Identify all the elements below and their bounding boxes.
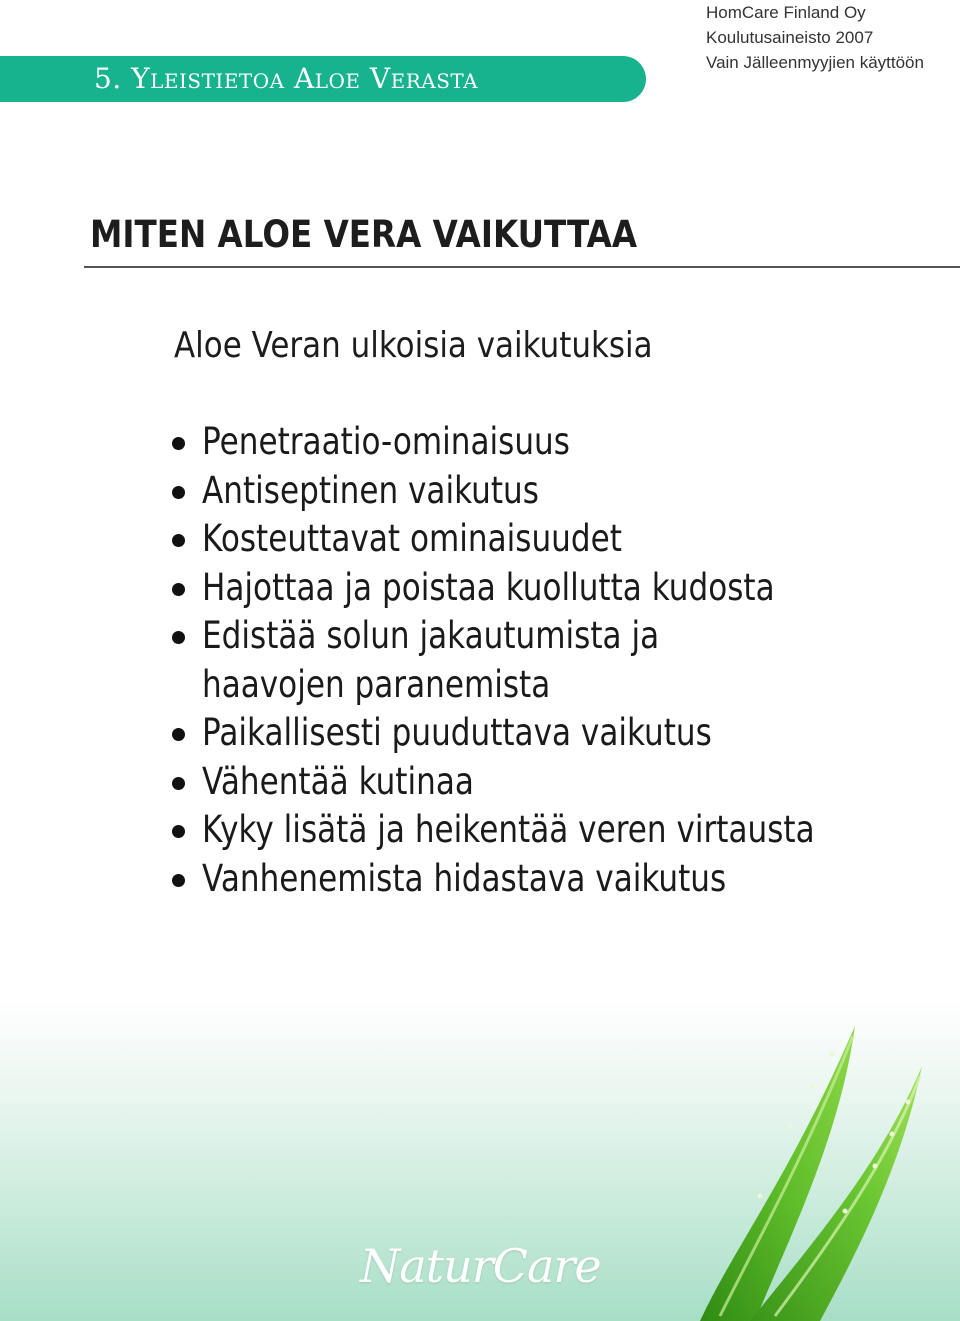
brand-logo: NaturCare [360,1239,601,1293]
aloe-leaf-icon [640,1016,960,1321]
bullet-dot-icon [172,777,185,790]
usage-note: Vain Jälleenmyyjien käyttöön [706,53,924,72]
document-name: Koulutusaineisto 2007 [706,28,874,47]
list-item-text: Vähentää kutinaa [202,759,474,803]
list-item [168,467,931,516]
bullet-dot-icon [172,437,185,450]
section-title: 5. Yleistietoa Aloe Verasta [94,62,479,95]
list-item [168,806,931,855]
section-subheading: Aloe Veran ulkoisia vaikutuksia [174,325,653,366]
bullet-dot-icon [172,534,185,547]
list-item-text: Penetraatio-ominaisuus [202,420,570,463]
effects-list [168,418,931,903]
list-item [168,515,931,564]
list-item [168,612,931,661]
list-item-text: Vanhenemista hidastava vaikutus [202,856,727,900]
list-item-text: Kosteuttavat ominaisuudet [202,517,622,560]
list-item [168,758,931,807]
list-item-text: Paikallisesti puuduttava vaikutus [202,711,712,754]
company-info [706,0,924,75]
bullet-dot-icon [172,631,185,644]
bullet-dot-icon [172,728,185,741]
list-item-text: Kyky lisätä ja heikentää veren virtausta [202,808,815,851]
heading-divider [84,266,960,268]
page-title: MITEN ALOE VERA VAIKUTTAA [90,213,638,256]
bullet-dot-icon [172,874,185,887]
list-item [168,564,931,613]
list-item [168,709,931,758]
bullet-dot-icon [172,486,185,499]
bullet-dot-icon [172,583,185,596]
list-item [168,418,931,467]
list-item-text: Hajottaa ja poistaa kuollutta kudosta [202,565,775,609]
list-item-text: Edistää solun jakautumista ja [202,614,660,657]
list-item-continuation [168,661,931,710]
list-item-text: Antiseptinen vaikutus [202,468,539,512]
list-item [168,855,931,904]
list-item-text: haavojen paranemista [202,662,551,706]
company-name: HomCare Finland Oy [706,3,866,22]
bullet-dot-icon [172,825,185,838]
